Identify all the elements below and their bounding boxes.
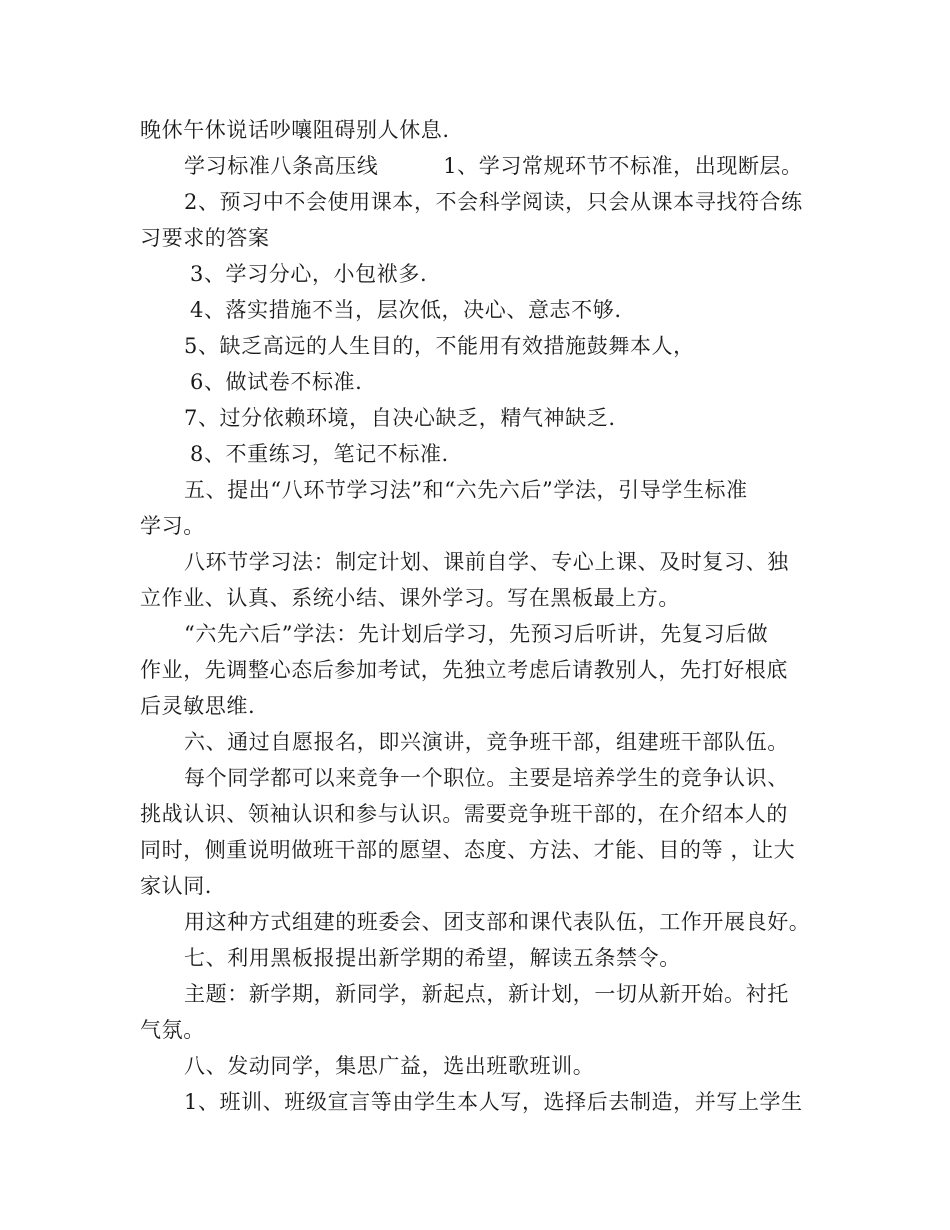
text-line: “六先六后”学法：先计划后学习，先预习后听讲，先复习后做 [184, 622, 769, 646]
text-line: 习要求的答案 [140, 226, 270, 250]
text-line: 3、学习分心，小包袱多. [190, 262, 428, 286]
text-line: 8、不重练习，笔记不标准. [190, 442, 449, 466]
text-line: 学习标准八条高压线 1、学习常规环节不标准，出现断层。 [184, 154, 803, 178]
text-line: 每个同学都可以来竞争一个职位。主要是培养学生的竞争认识、 [184, 766, 789, 790]
text-line: 八环节学习法：制定计划、课前自学、专心上课、及时复习、独 [184, 550, 789, 574]
text-line: 5、缺乏高远的人生目的，不能用有效措施鼓舞本人， [184, 334, 695, 358]
text-line: 2、预习中不会使用课本，不会科学阅读，只会从课本寻找符合练 [184, 190, 803, 214]
text-line: 4、落实措施不当，层次低，决心、意志不够. [190, 298, 622, 322]
text-line: 用这种方式组建的班委会、团支部和课代表队伍，工作开展良好。 [184, 910, 811, 934]
text-line: 作业，先调整心态后参加考试，先独立考虑后请教别人，先打好根底 [140, 658, 788, 682]
section-heading: 六、通过自愿报名，即兴演讲，竞争班干部，组建班干部队伍。 [184, 730, 789, 754]
text-line: 后灵敏思维. [140, 694, 256, 718]
section-heading: 七、利用黑板报提出新学期的希望，解读五条禁令。 [184, 946, 681, 970]
section-heading: 八、发动同学，集思广益，选出班歌班训。 [184, 1054, 595, 1078]
text-line: 晚休午休说话吵嚷阻碍别人休息. [140, 118, 450, 142]
text-line: 学习。 [140, 514, 205, 538]
text-line: 立作业、认真、系统小结、课外学习。写在黑板最上方。 [140, 586, 680, 610]
text-line: 7、过分依赖环境，自决心缺乏，精气神缺乏. [184, 406, 616, 430]
text-line: 主题：新学期，新同学，新起点，新计划，一切从新开始。衬托 [184, 982, 789, 1006]
text-line: 6、做试卷不标准. [190, 370, 363, 394]
text-line: 家认同. [140, 874, 213, 898]
text-line: 挑战认识、领袖认识和参与认识。需要竞争班干部的，在介绍本人的 [140, 802, 788, 826]
text-line: 同时，侧重说明做班干部的愿望、态度、方法、才能、目的等 ，让大 [140, 838, 796, 862]
text-line: 1、班训、班级宣言等由学生本人写，选择后去制造，并写上学生 [184, 1090, 803, 1114]
text-line: 气氛。 [140, 1018, 205, 1042]
section-heading: 五、提出“八环节学习法”和“六先六后”学法，引导学生标准 [184, 478, 748, 502]
